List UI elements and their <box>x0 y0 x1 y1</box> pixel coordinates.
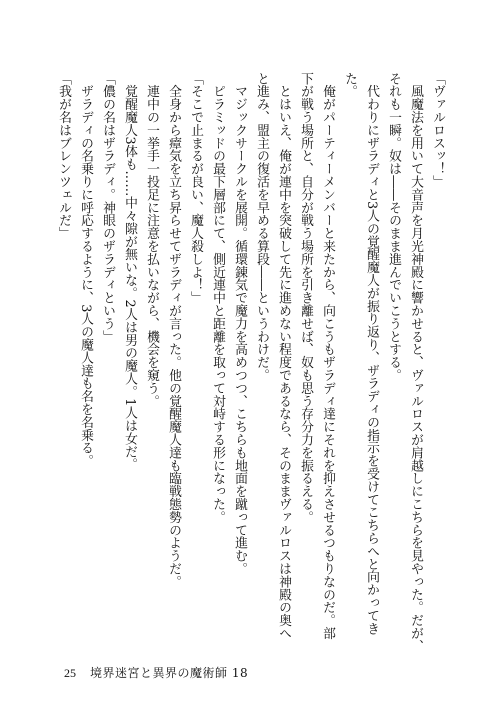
text-line: とはいえ、俺が連中を突破して先に進めない程度であるなら、そのままヴァルロスは神殿の奥へ <box>276 72 291 640</box>
text-line: た。 <box>342 72 357 98</box>
text-line: 覚醒魔人3体も……中々隙が無いな。2人は男の魔人。1人は女だ。 <box>122 72 137 471</box>
text-line: ザラディの名乗りに呼応するように、3人の魔人達も名を名乗る。 <box>78 72 93 468</box>
text-line: 全身から瘴気を立ち昇らせてザラディが言った。他の覚醒魔人達も臨戦態勢のようだ。 <box>166 72 181 588</box>
text-line: マジックサークルを展開。循環錬気で魔力を高めつつ、こちらも地面を蹴って進む。 <box>232 72 247 576</box>
text-line: 風魔法を用いて大音声を月光神殿に響かせると、ヴァルロスが肩越しにこちらを見やった。だが、 <box>408 72 423 653</box>
book-title: 境界迷宮と異界の魔術師 18 <box>90 666 249 680</box>
text-line: ピラミッドの最下層部にて、側近連中と距離を取って対峙する形になった。 <box>210 72 225 524</box>
page-number: 25 <box>64 666 76 680</box>
text-line: 俺がパーティーメンバーと来たから、向こうもザラディ達にそれを抑えさせるつもりなのだ。部 <box>320 72 335 640</box>
text-line: 下が戦う場所と、自分が戦う場所を引き離せば、奴も思う存分力を振るえる。 <box>298 72 313 524</box>
text-line: と進み、盟主の復活を早める算段――というわけだ。 <box>254 72 269 382</box>
page-footer <box>64 664 248 681</box>
text-line: 代わりにザラディと3人の覚醒魔人が振り返り、ザラディの指示を受けてこちらへと向かってき <box>364 72 379 635</box>
text-line: 「我が名はブレンツェルだ」 <box>56 72 71 240</box>
text-line: 「そこで止まるが良い、魔人殺しよ！」 <box>188 72 203 305</box>
text-line: それも一瞬。奴は――そのまま進んでいこうとする。 <box>386 72 401 382</box>
vertical-text-body <box>56 72 448 653</box>
text-line: 「儂の名はザラディ。神眼のザラディという」 <box>100 72 115 343</box>
text-line: 「ヴァルロスッ！」 <box>430 72 445 189</box>
text-line: 連中の一挙手一投足に注意を払いながら、機会を窺う。 <box>144 72 159 408</box>
